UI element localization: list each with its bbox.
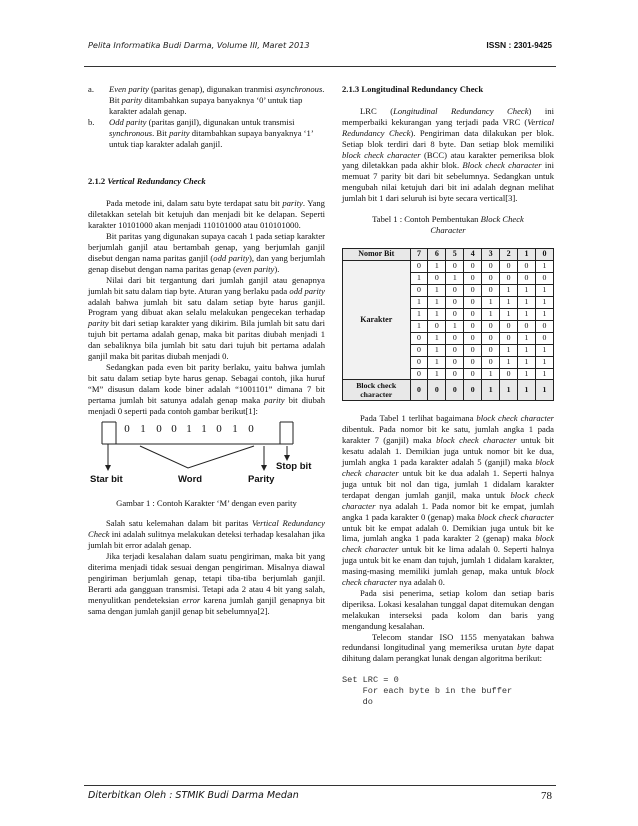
table-cell: 1 xyxy=(500,356,518,368)
bcc-cell: 1 xyxy=(518,380,536,401)
issn-label: ISSN : xyxy=(486,40,512,50)
paragraph: Nilai dari bit tergantung dari jumlah ganjil atau genapnya jumlah bit satu dalam tiap byte. Aturan yang berlaku pada odd parity adalah bahwa jumlah bit satu dalam setiap byte harus ganjil. Program yang dibuat akan selalu melakukan pengecekan terhadap parity bit dari setiap karakter yang dikirim. Bila jumlah bit satu dari tujuh bit pertama adalah genap, maka bit paritas diubah menjadi 1 dan sebaliknya bila jumlah bit satu dari tujuh bit pertama adalah ganjil maka bit paritas diubah menjadi 0. xyxy=(88,274,325,362)
term: asynchronous xyxy=(274,84,323,94)
bcc-cell: 0 xyxy=(446,380,464,401)
column-header: 3 xyxy=(482,248,500,261)
table-cell: 1 xyxy=(410,309,428,321)
table-cell: 0 xyxy=(518,261,536,273)
list-item xyxy=(88,117,325,150)
table-cell: 1 xyxy=(500,344,518,356)
table-cell: 1 xyxy=(518,368,536,380)
text: ditambahkan supaya banyaknya ‘0’ untuk tiap karakter adalah genap. xyxy=(109,94,303,116)
text: . Bit xyxy=(109,84,325,105)
bcc-row-header: Block check character xyxy=(343,380,411,401)
bcc-cell: 0 xyxy=(464,380,482,401)
figure-character-m xyxy=(88,418,325,492)
paragraph: Telecom standar ISO 1155 menyatakan bahwa redundansi longitudinal yang memeriksa urutan byte dapat dihitung dalam perangkat lunak dengan algoritma berikut: xyxy=(342,631,554,664)
table-cell: 0 xyxy=(464,285,482,297)
table-cell: 1 xyxy=(535,309,553,321)
paragraph: LRC (Longitudinal Redundancy Check) ini memperbaiki kekurangan yang terjadi pada VRC (Vertical Redundancy Check). Pengiriman data dilakukan per blok. Setiap blok terdiri dari 8 byte. Dan setiap blok memiliki block check character (BCC) atau karakter pemeriksa blok yang diletakkan pada akhir blok. Block check character ini memuat 7 parity bit dari bit sebelumnya. Sedangkan untuk mengubah nilai ketujuh dari bit ini adalah degnan melihat jumlah bit 1 dari seluruh isi byte secara vertical[3]. xyxy=(342,105,554,204)
table-cell: 0 xyxy=(410,332,428,344)
footer-rule xyxy=(84,785,556,786)
section-number: 2.1.2 xyxy=(88,176,106,187)
table-header-row xyxy=(343,248,554,261)
bcc-row xyxy=(343,380,554,401)
paragraph: Pada metode ini, dalam satu byte terdapat satu bit parity. Yang diletakkan setelah bit ketujuh dan menjadi bit ke delapan. Seperti karakter 10101000 akan menjadi 110101000 atau 010101000. xyxy=(88,198,325,231)
bit-value: 1 xyxy=(232,423,238,436)
table-cell: 0 xyxy=(464,356,482,368)
text: . Bit xyxy=(152,127,170,138)
bit-value: 0 xyxy=(124,423,130,436)
start-bit-label: Star bit xyxy=(90,474,123,486)
table-cell: 0 xyxy=(464,320,482,332)
table-corner: Nomor Bit xyxy=(343,248,411,261)
column-header: 2 xyxy=(500,248,518,261)
table-cell: 1 xyxy=(518,309,536,321)
table-cell: 1 xyxy=(518,356,536,368)
table-cell: 0 xyxy=(428,320,446,332)
column-header: 4 xyxy=(464,248,482,261)
table-cell: 0 xyxy=(446,309,464,321)
table-cell: 1 xyxy=(482,309,500,321)
figure-caption: Gambar 1 : Contoh Karakter ‘M’ dengan even parity xyxy=(116,498,297,509)
list-text xyxy=(109,117,325,150)
paragraph: Jika terjadi kesalahan dalam suatu pengiriman, maka bit yang diterima menjadi tidak sesuai dengan pengiriman. Misalnya diawal pengiriman berjumlah genap, tetapi tiba-tiba berjumlah ganjil. Berarti ada gangguan transmisi. Tetapi ada 2 atau 4 bit yang salah, menyulitkan pendeteksian error karena jumlah ganjil genapnya bit sama dengan jumlah ganjil genap bit sebelumnya[2]. xyxy=(88,551,325,616)
column-header: 0 xyxy=(535,248,553,261)
term: Even parity xyxy=(109,84,149,94)
table-cell: 1 xyxy=(446,320,464,332)
table-cell: 1 xyxy=(535,368,553,380)
table-cell: 1 xyxy=(500,285,518,297)
bcc-cell: 1 xyxy=(482,380,500,401)
bit-value: 0 xyxy=(156,423,162,436)
table-cell: 0 xyxy=(482,344,500,356)
table-cell: 0 xyxy=(410,344,428,356)
table-cell: 0 xyxy=(535,273,553,285)
table-cell: 1 xyxy=(410,273,428,285)
table-cell: 0 xyxy=(464,368,482,380)
table-cell: 1 xyxy=(428,285,446,297)
table-cell: 0 xyxy=(464,344,482,356)
bcc-cell: 1 xyxy=(535,380,553,401)
bit-value: 1 xyxy=(201,423,207,436)
table-cell: 1 xyxy=(428,297,446,309)
left-column xyxy=(88,84,325,617)
section-heading xyxy=(342,84,554,95)
term: Odd parity xyxy=(109,116,147,127)
table-cell: 0 xyxy=(446,332,464,344)
issn xyxy=(486,40,552,50)
term: parity xyxy=(169,127,190,138)
term: synchronous xyxy=(109,127,153,138)
row-header: Karakter xyxy=(343,261,411,380)
bcc-cell: 0 xyxy=(428,380,446,401)
table-cell: 1 xyxy=(428,332,446,344)
code-line: Set LRC = 0 xyxy=(342,675,399,686)
table-cell: 1 xyxy=(410,297,428,309)
footer-publisher: Diterbitkan Oleh : STMIK Budi Darma Medan xyxy=(88,790,299,801)
paragraph: Sedangkan pada even bit parity berlaku, yaitu bahwa jumlah bit satu dalam setiap byte harus genap. Sebagai contoh, jika huruf “M” disusun dalam kode biner adalah “1001101” dimana 7 bit pertama jumlah bit satunya adalah genap maka parity bit diubah menjadi 0 seperti pada contoh gambar berikut[1]: xyxy=(88,361,325,416)
column-header: 1 xyxy=(518,248,536,261)
table-row xyxy=(343,261,554,273)
table-cell: 0 xyxy=(446,261,464,273)
table-cell: 1 xyxy=(535,356,553,368)
table-cell: 0 xyxy=(464,273,482,285)
table-cell: 0 xyxy=(500,273,518,285)
bit-value: 1 xyxy=(186,423,192,436)
table-cell: 0 xyxy=(500,261,518,273)
table-cell: 0 xyxy=(446,368,464,380)
table-cell: 1 xyxy=(428,368,446,380)
table-cell: 0 xyxy=(518,273,536,285)
table-cell: 1 xyxy=(535,344,553,356)
section-heading xyxy=(88,176,325,187)
table-cell: 0 xyxy=(464,309,482,321)
table-cell: 1 xyxy=(535,297,553,309)
paragraph: Bit paritas yang digunakan supaya cacah 1 pada setiap karakter berjumlah ganjil atau bertambah genap, yang berjumlah ganjil disebut dengan nama paritas ganjil (odd parity), dan yang berjumlah genap disebut dengan nama paritas genap (even parity). xyxy=(88,231,325,274)
table-cell: 0 xyxy=(482,285,500,297)
table-cell: 0 xyxy=(446,285,464,297)
bcc-table xyxy=(342,248,554,402)
table-caption: Tabel 1 : Contoh Pembentukan Block Check Character xyxy=(372,214,524,235)
issn-number: 2301-9425 xyxy=(513,41,552,50)
table-body xyxy=(343,261,554,401)
paragraph: Salah satu kelemahan dalam bit paritas Vertical Redundancy Check ini adalah sulitnya melakukan deteksi terhadap kesalahan jika jumlah bit error adalah genap. xyxy=(88,518,325,551)
stop-bit-label: Stop bit xyxy=(276,461,312,473)
column-header: 7 xyxy=(410,248,428,261)
bcc-cell: 0 xyxy=(410,380,428,401)
bcc-cell: 1 xyxy=(500,380,518,401)
table-cell: 1 xyxy=(428,356,446,368)
text: (paritas genap), digunakan tranmisi xyxy=(148,84,275,94)
list-item xyxy=(88,84,325,117)
text: ditambahkan supaya banyaknya ‘1’ untuk tiap karakter adalah ganjil. xyxy=(109,127,314,149)
table-cell: 1 xyxy=(446,273,464,285)
table-cell: 0 xyxy=(535,332,553,344)
table-cell: 0 xyxy=(500,368,518,380)
table-cell: 0 xyxy=(482,332,500,344)
text: (paritas ganjil), digunakan untuk transmisi xyxy=(146,116,295,127)
table-cell: 1 xyxy=(428,309,446,321)
table-cell: 0 xyxy=(482,273,500,285)
table-cell: 0 xyxy=(500,320,518,332)
column-header: 6 xyxy=(428,248,446,261)
column-header: 5 xyxy=(446,248,464,261)
table-cell: 0 xyxy=(464,297,482,309)
paragraph: Pada sisi penerima, setiap kolom dan setiap baris diperiksa. Lokasi kesalahan tunggal dapat ditemukan dengan melakukan interseksi pada kolom dan baris yang mengandung kesalahan. xyxy=(342,587,554,631)
bit-sequence xyxy=(119,424,259,435)
table-cell: 0 xyxy=(500,332,518,344)
table-cell: 0 xyxy=(446,356,464,368)
table-cell: 1 xyxy=(535,285,553,297)
table-cell: 1 xyxy=(500,297,518,309)
term: parity xyxy=(121,94,143,105)
code-line: do xyxy=(342,697,373,708)
page-number: 78 xyxy=(541,790,552,802)
table-cell: 0 xyxy=(464,332,482,344)
table-cell: 0 xyxy=(482,320,500,332)
table-cell: 0 xyxy=(410,261,428,273)
section-title: Longitudinal Redundancy Check xyxy=(361,84,484,94)
table-cell: 1 xyxy=(410,320,428,332)
bit-value: 0 xyxy=(216,423,222,436)
list-marker: a. xyxy=(88,84,94,94)
table-cell: 1 xyxy=(428,344,446,356)
parity-label: Parity xyxy=(248,474,275,486)
journal-header: Pelita Informatika Budi Darma, Volume III, Maret 2013 xyxy=(88,40,310,50)
table-cell: 1 xyxy=(518,285,536,297)
table-cell: 1 xyxy=(518,297,536,309)
paragraph: Pada Tabel 1 terlihat bagaimana block check character dibentuk. Pada nomor bit ke satu, jumlah angka 1 pada karakter 7 (ganjil) maka block check character untuk bit kesatu adalah 1. Demikian juga untuk nomor bit ke dua, jumlah angka 1 pada karakter adalah 5 (ganjil) maka block check character untuk bit ke dua adalah 1. Seperti halnya juga untuk bit nol dan tiga, jumlah 1 didalam karakter terdapat dengan jumlah ganjil, maka untuk block check character nya adalah 1. Pada nomor bit ke empat, jumlah angka 1 pada karakter 0 (genap) maka block check character untuk bit ke empat adalah 0. Demikian juga untuk bit ke lima, jumlah angka 1 pada karakter 2 (genap) maka block check character untuk bit ke lima adalah 0. Seperti halnya juga untuk bit ke enam dan tujuh, jumlah 1 didalam karakter, masing-masing memiliki jumlah genap, maka untuk block check character nya adalah 0. xyxy=(342,413,554,588)
table-cell: 1 xyxy=(428,261,446,273)
table-cell: 0 xyxy=(518,320,536,332)
table-cell: 0 xyxy=(428,273,446,285)
table-cell: 0 xyxy=(410,368,428,380)
header-rule xyxy=(84,66,556,67)
table-cell: 0 xyxy=(446,297,464,309)
table-cell: 1 xyxy=(535,261,553,273)
table-cell: 1 xyxy=(518,332,536,344)
section-number: 2.1.3 xyxy=(342,84,360,94)
bit-value: 1 xyxy=(140,423,146,436)
table-cell: 0 xyxy=(482,356,500,368)
bit-value: 0 xyxy=(171,423,177,436)
right-column xyxy=(342,84,554,708)
table-cell: 0 xyxy=(410,356,428,368)
word-label: Word xyxy=(178,474,203,486)
list-text xyxy=(109,84,325,117)
table-cell: 1 xyxy=(482,297,500,309)
table-cell: 0 xyxy=(482,261,500,273)
table-cell: 0 xyxy=(535,320,553,332)
table-cell: 0 xyxy=(446,344,464,356)
table-cell: 1 xyxy=(500,309,518,321)
table-cell: 0 xyxy=(464,261,482,273)
bit-value: 0 xyxy=(248,423,254,436)
table-cell: 1 xyxy=(518,344,536,356)
section-title: Vertical Redundancy Check xyxy=(107,176,206,187)
table-cell: 1 xyxy=(482,368,500,380)
list-marker: b. xyxy=(88,116,95,127)
table-cell: 0 xyxy=(410,285,428,297)
code-line: For each byte b in the buffer xyxy=(342,686,513,697)
